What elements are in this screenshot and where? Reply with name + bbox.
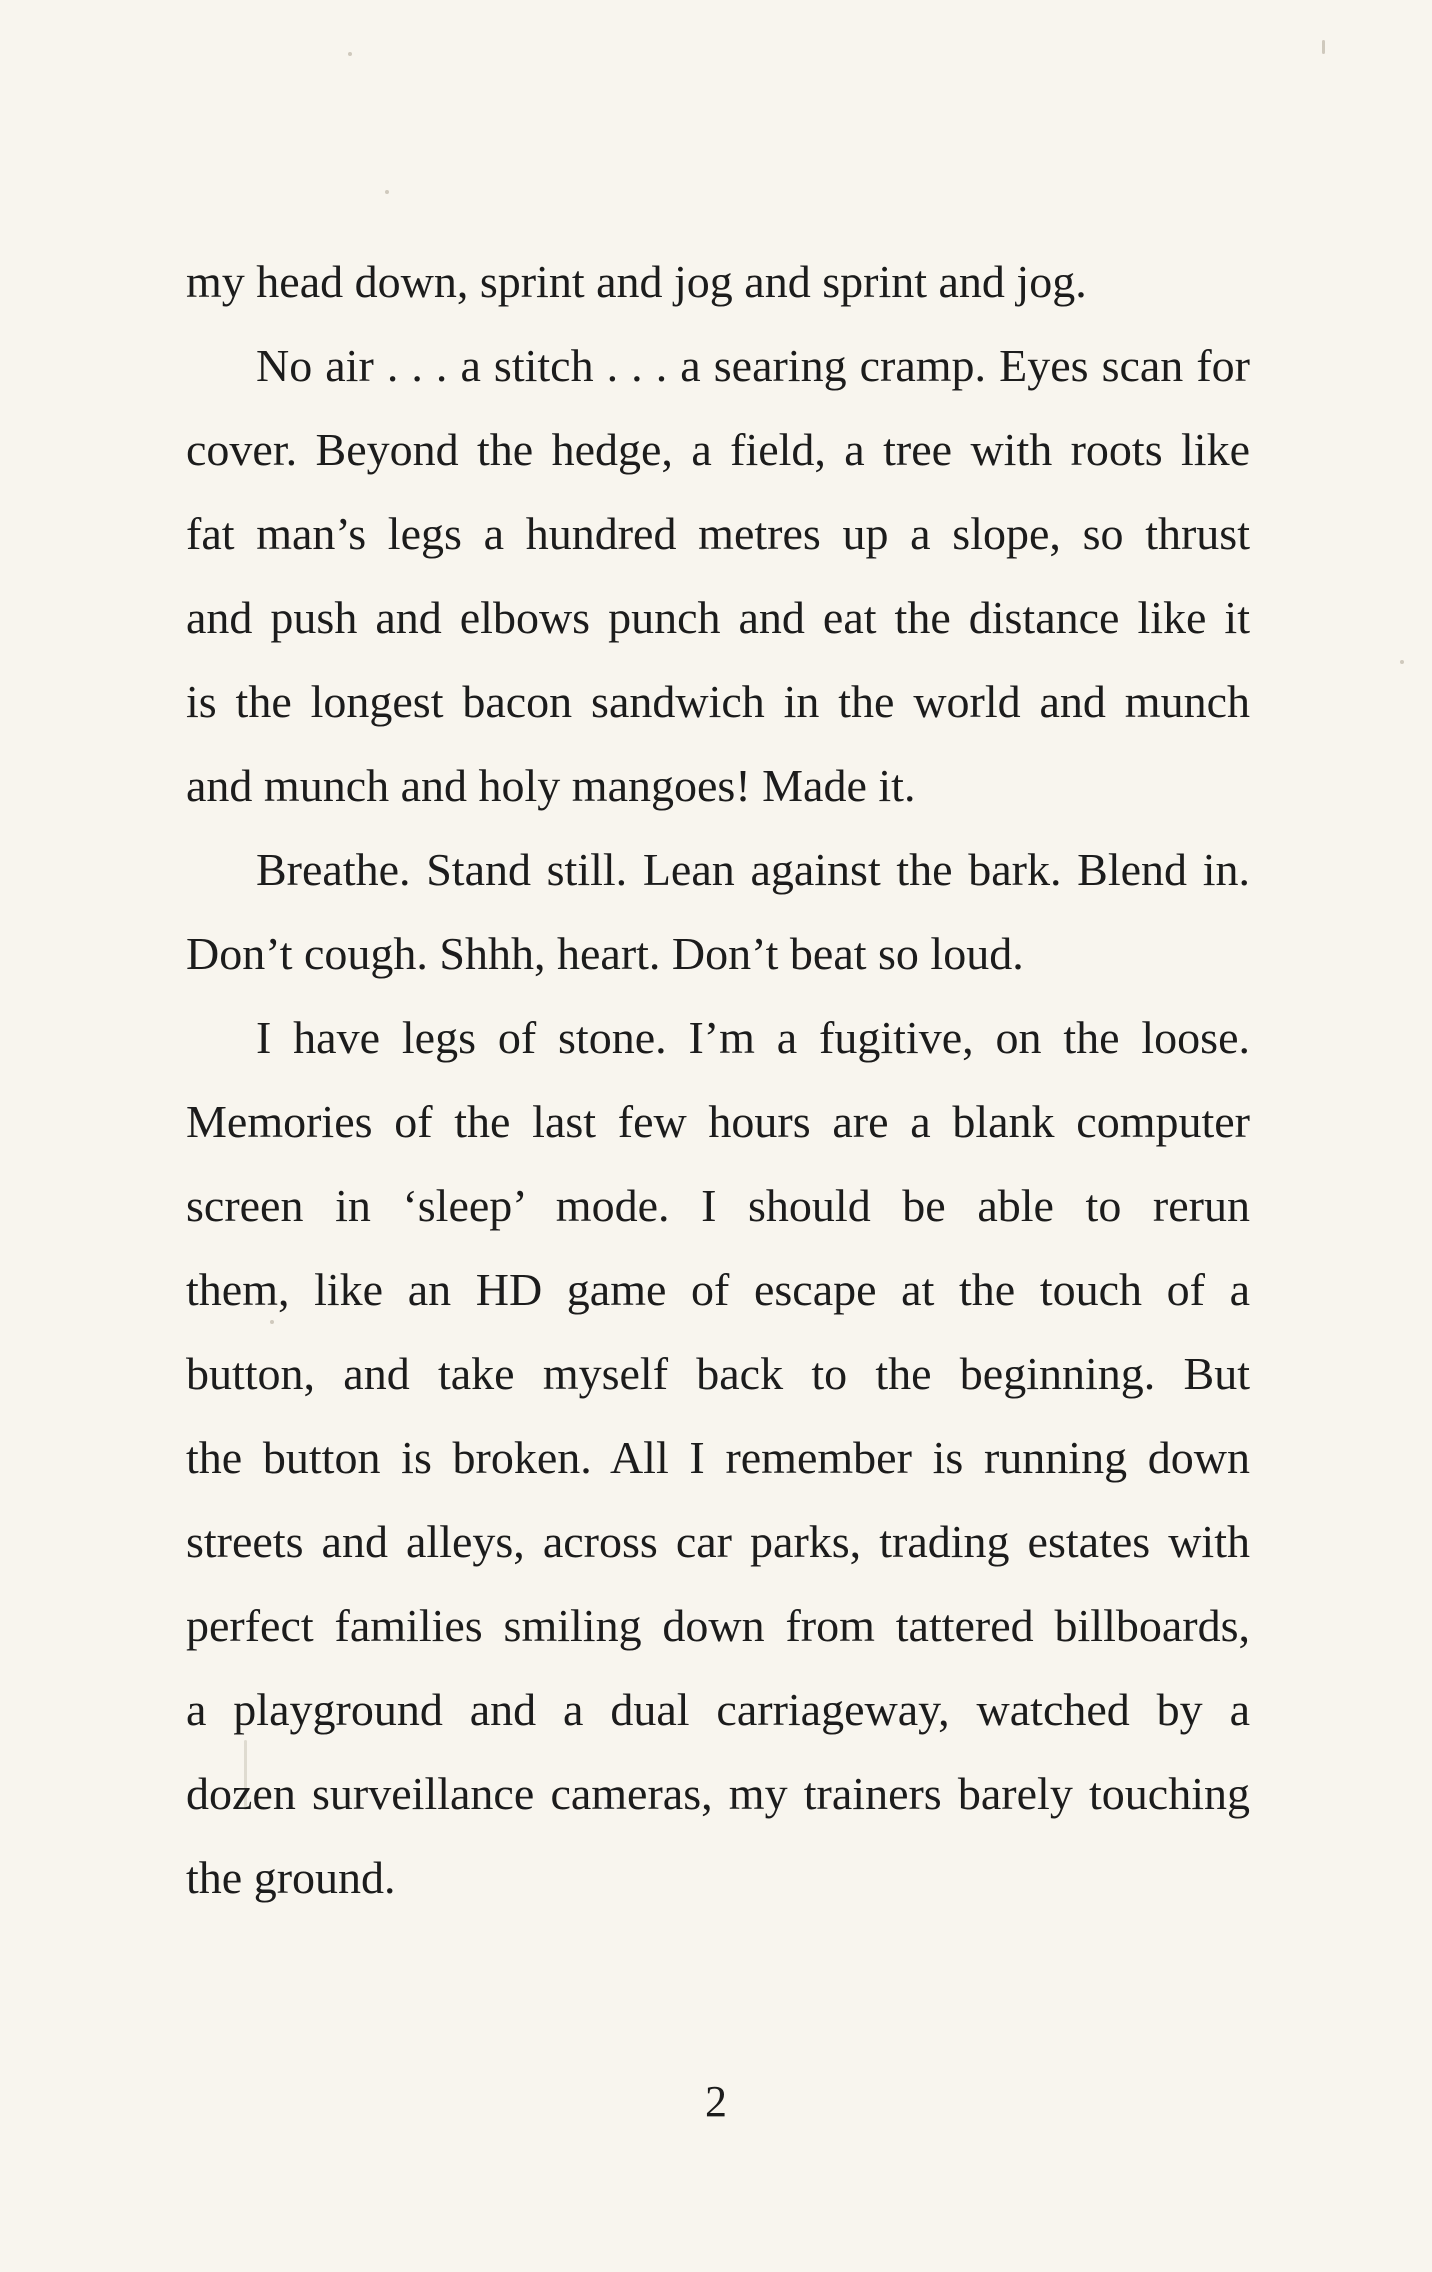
text-line: is the longest bacon sandwich in the world and munch — [186, 676, 1250, 727]
paper-speck — [348, 52, 352, 56]
text-line: screen in ‘sleep’ mode. I should be able to rerun — [186, 1180, 1250, 1231]
text-line: streets and alleys, across car parks, trading estates with — [186, 1516, 1250, 1567]
page-number: 2 — [705, 2077, 727, 2126]
body-text — [186, 240, 1250, 1920]
text-line: I have legs of stone. I’m a fugitive, on the loose. — [256, 1012, 1250, 1063]
paper-speck — [1400, 660, 1404, 664]
text-line: dozen surveillance cameras, my trainers barely touching — [186, 1768, 1250, 1819]
paper-speck — [1322, 40, 1325, 54]
text-line: Breathe. Stand still. Lean against the bark. Blend in. — [256, 844, 1250, 895]
text-line: my head down, sprint and jog and sprint and jog. — [186, 256, 1087, 307]
text-line: the ground. — [186, 1852, 396, 1903]
paper-speck — [385, 190, 389, 194]
text-line: Don’t cough. Shhh, heart. Don’t beat so loud. — [186, 928, 1024, 979]
text-line: them, like an HD game of escape at the touch of a — [186, 1264, 1250, 1315]
text-line: fat man’s legs a hundred metres up a slope, so thrust — [186, 508, 1250, 559]
text-line: Memories of the last few hours are a blank computer — [186, 1096, 1250, 1147]
text-line: a playground and a dual carriageway, watched by a — [186, 1684, 1250, 1735]
text-line: and munch and holy mangoes! Made it. — [186, 760, 916, 811]
text-line: the button is broken. All I remember is running down — [186, 1432, 1250, 1483]
text-line: button, and take myself back to the beginning. But — [186, 1348, 1250, 1399]
text-line: No air . . . a stitch . . . a searing cramp. Eyes scan for — [256, 340, 1250, 391]
text-line: cover. Beyond the hedge, a field, a tree with roots like — [186, 424, 1250, 475]
text-line: perfect families smiling down from tattered billboards, — [186, 1600, 1250, 1651]
text-line: and push and elbows punch and eat the distance like it — [186, 592, 1250, 643]
